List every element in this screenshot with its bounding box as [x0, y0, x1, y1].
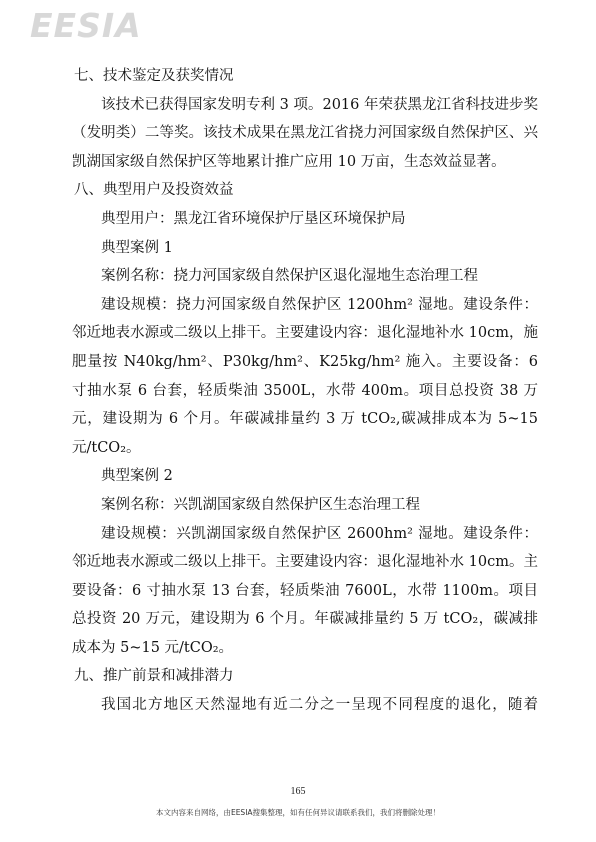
section-9-paragraph: 我国北方地区天然湿地有近二分之一呈现不同程度的退化，随着: [101, 697, 538, 714]
section-8-heading: 八、典型用户及投资效益: [74, 182, 234, 199]
case-1-heading: 典型案例 1: [101, 239, 173, 256]
section-7-paragraph: 该技术已获得国家发明专利 3 项。2016 年荣获黑龙江省科技进步奖（发明类）二等奖。该技术成果在黑龙江省挠力河国家级自然保护区、兴凯湖国家级自然保护区等地累计推广应用 10 万亩，生态效益显著。: [72, 96, 538, 170]
case-2-name: 案例名称：兴凯湖国家级自然保护区生态治理工程: [101, 496, 420, 513]
case-2-heading: 典型案例 2: [101, 468, 173, 485]
document-body: [72, 62, 538, 720]
page-number: 165: [290, 786, 306, 797]
case-1-name: 案例名称：挠力河国家级自然保护区退化湿地生态治理工程: [101, 268, 478, 285]
section-7-heading: 七、技术鉴定及获奖情况: [74, 68, 234, 84]
case-2-scale: 建设规模：兴凯湖国家级自然保护区 2600hm² 湿地。建设条件：邻近地表水源或二级以上排干。主要建设内容：退化湿地补水 10cm。主要设备：6 寸抽水泵 13 台套，轻质柴油 7600L，水带 1100m。项目总投资 20 万元，建设期为 6 个月。年碳减排量约 5 万 tCO₂，碳减排成本为 5~15 元/tCO₂。: [72, 525, 538, 656]
eesia-logo: EESIA: [30, 6, 142, 45]
case-1-scale: 建设规模：挠力河国家级自然保护区 1200hm² 湿地。建设条件：邻近地表水源或二级以上排干。主要建设内容：退化湿地补水 10cm，施肥量按 N40kg/hm²、P30kg/hm²、K25kg/hm² 施入。主要设备：6 寸抽水泵 6 台套，轻质柴油 3500L，水带 400m。项目总投资 38 万元，建设期为 6 个月。年碳减排量约 3 万 tCO₂,碳减排成本为 5~15 元/tCO₂。: [72, 296, 538, 456]
typical-users: 典型用户：黑龙江省环境保护厅垦区环境保护局: [101, 210, 406, 227]
section-9-heading: 九、推广前景和减排潜力: [74, 668, 234, 685]
footer-disclaimer: 本文内容来自网络，由EESIA搜集整理，如有任何异议请联系我们，我们将删除处理！: [155, 808, 441, 817]
